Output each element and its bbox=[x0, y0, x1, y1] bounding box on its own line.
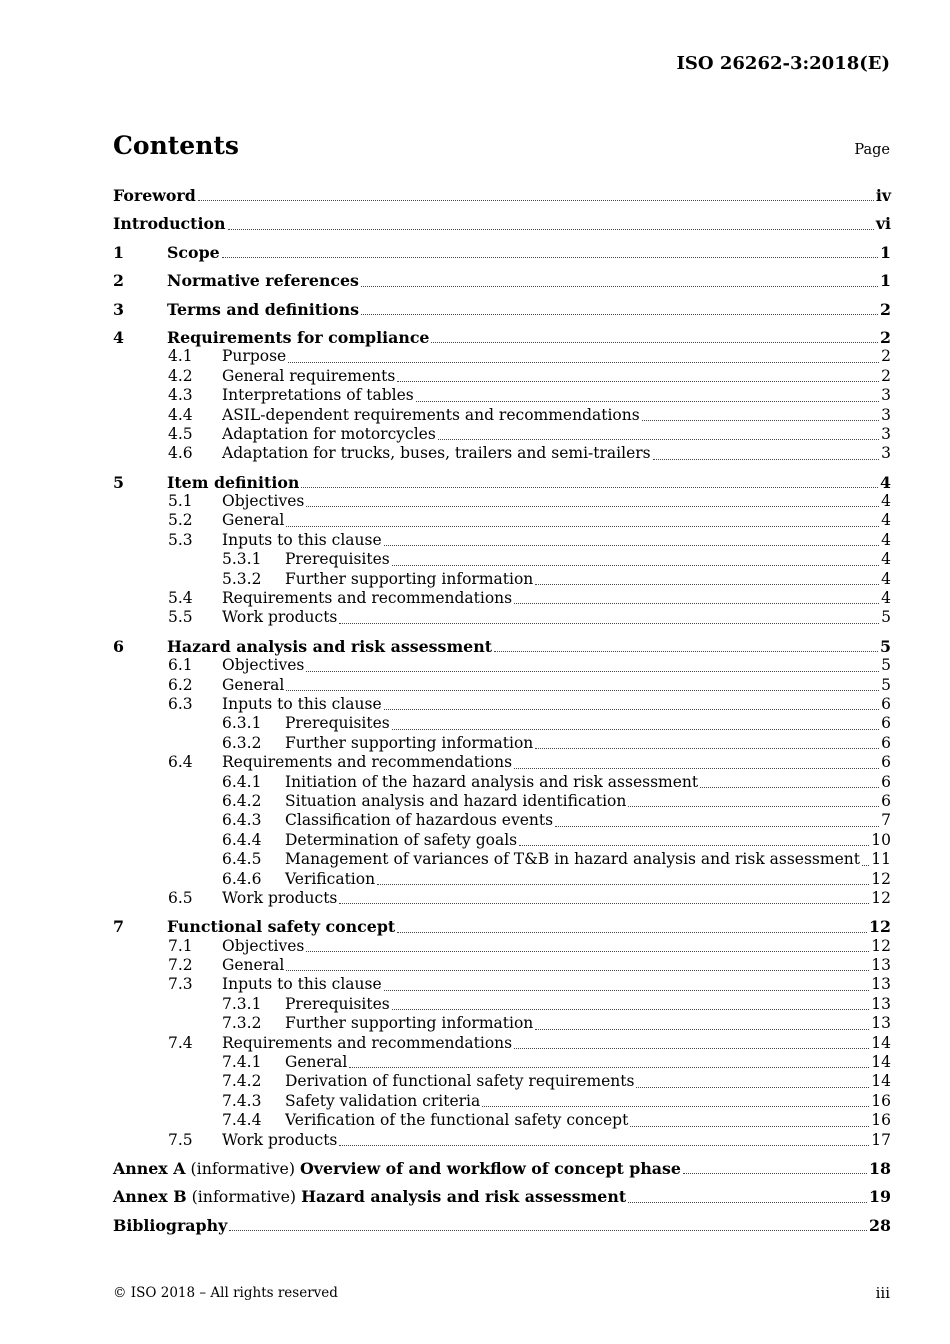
toc-entry-title: Adaptation for motorcycles bbox=[222, 424, 436, 443]
toc-entry-title: Foreword bbox=[113, 186, 196, 205]
toc-entry[interactable] bbox=[113, 300, 891, 319]
toc-entry-page: iv bbox=[875, 186, 891, 205]
toc-entry-title: Verification bbox=[285, 869, 376, 888]
toc-dot-leader bbox=[288, 350, 879, 363]
toc-dot-leader bbox=[286, 678, 879, 691]
toc-entry-title-wrap bbox=[113, 1111, 628, 1130]
toc-entry[interactable] bbox=[113, 1072, 891, 1091]
toc-dot-leader bbox=[431, 330, 878, 343]
toc-entry-title: Inputs to this clause bbox=[222, 975, 382, 994]
toc-entry-title-wrap bbox=[113, 608, 337, 627]
toc-dot-leader bbox=[514, 756, 879, 769]
toc-entry-title: Prerequisites bbox=[285, 994, 390, 1013]
toc-entry-page: 19 bbox=[869, 1187, 891, 1207]
toc-entry[interactable] bbox=[113, 214, 891, 233]
toc-entry-number: 7 bbox=[113, 917, 124, 937]
toc-entry[interactable] bbox=[113, 753, 891, 772]
toc-entry-title-wrap bbox=[113, 676, 284, 695]
toc-entry[interactable] bbox=[113, 531, 891, 550]
toc-entry-number: 5.3.1 bbox=[222, 550, 262, 569]
toc-entry-number: 7.5 bbox=[168, 1130, 193, 1149]
toc-entry-page: 6 bbox=[881, 753, 891, 772]
toc-entry-title-wrap bbox=[113, 444, 651, 463]
toc-entry[interactable] bbox=[113, 917, 891, 936]
toc-entry-title-wrap bbox=[113, 1187, 626, 1206]
toc-entry-title: Situation analysis and hazard identification bbox=[285, 791, 627, 810]
toc-dot-leader bbox=[339, 1133, 869, 1146]
toc-entry-page: 18 bbox=[869, 1158, 891, 1178]
toc-entry-page: 2 bbox=[880, 327, 891, 347]
toc-entry-number: 6.5 bbox=[168, 888, 193, 907]
toc-entry[interactable] bbox=[113, 243, 891, 262]
toc-entry[interactable] bbox=[113, 773, 891, 792]
toc-entry-title-wrap bbox=[113, 1092, 480, 1111]
toc-entry-number: 5.4 bbox=[168, 589, 193, 608]
toc-dot-leader bbox=[700, 775, 879, 788]
toc-entry-title-wrap bbox=[113, 1014, 533, 1033]
toc-entry-title: Interpretations of tables bbox=[222, 386, 414, 405]
toc-entry[interactable] bbox=[113, 676, 891, 695]
toc-entry-page: 5 bbox=[881, 608, 891, 627]
toc-entry-page: 3 bbox=[881, 444, 891, 463]
toc-dot-leader bbox=[683, 1161, 867, 1174]
toc-entry-number: 6.4 bbox=[168, 753, 193, 772]
toc-annex-type: (informative) bbox=[186, 1187, 302, 1207]
toc-dot-leader bbox=[384, 697, 879, 710]
toc-entry-title: General bbox=[222, 956, 285, 975]
toc-dot-leader bbox=[377, 872, 869, 885]
toc-entry[interactable] bbox=[113, 975, 891, 994]
toc-entry-title: General bbox=[222, 511, 285, 530]
toc-entry-title-wrap bbox=[113, 214, 226, 233]
toc-entry-page: 4 bbox=[881, 492, 891, 511]
toc-dot-leader bbox=[229, 1218, 867, 1231]
toc-dot-leader bbox=[198, 188, 874, 201]
page-column-label: Page bbox=[854, 142, 890, 158]
toc-dot-leader bbox=[397, 920, 867, 933]
toc-entry-title: Further supporting information bbox=[285, 733, 534, 752]
toc-entry-title-wrap bbox=[113, 831, 517, 850]
toc-dot-leader bbox=[339, 891, 869, 904]
toc-entry-title-wrap bbox=[113, 792, 626, 811]
toc-entry[interactable] bbox=[113, 492, 891, 511]
toc-entry-title-wrap bbox=[113, 695, 382, 714]
toc-entry-number: 7.3.1 bbox=[222, 994, 262, 1013]
toc-entry-number: 7.4.2 bbox=[222, 1072, 262, 1091]
toc-entry-page: 4 bbox=[881, 589, 891, 608]
toc-dot-leader bbox=[416, 389, 879, 402]
toc-entry-number: 6.4.2 bbox=[222, 791, 262, 810]
toc-entry-title: Scope bbox=[167, 242, 220, 262]
toc-entry-page: 10 bbox=[871, 830, 891, 849]
toc-entry-page: 14 bbox=[871, 1033, 891, 1052]
toc-dot-leader bbox=[636, 1075, 869, 1088]
toc-entry-title: Requirements for compliance bbox=[167, 327, 430, 347]
toc-entry-number: 3 bbox=[113, 299, 124, 319]
toc-entry-page: 3 bbox=[881, 424, 891, 443]
toc-entry[interactable] bbox=[113, 656, 891, 675]
toc-entry-number: 6.3.2 bbox=[222, 733, 262, 752]
toc-dot-leader bbox=[306, 494, 879, 507]
toc-entry-title-wrap bbox=[113, 1131, 337, 1150]
toc-entry-title: Further supporting information bbox=[285, 569, 534, 588]
toc-entry[interactable] bbox=[113, 811, 891, 830]
toc-entry-title: Hazard analysis and risk assessment bbox=[167, 636, 492, 656]
toc-entry-title: Item definition bbox=[167, 472, 300, 492]
toc-dot-leader bbox=[392, 717, 879, 730]
toc-entry-title: Bibliography bbox=[113, 1215, 228, 1235]
toc-entry-number: 4.6 bbox=[168, 444, 193, 463]
toc-entry-page: 11 bbox=[871, 850, 891, 869]
toc-entry-page: 14 bbox=[871, 1072, 891, 1091]
toc-annex-type: (informative) bbox=[185, 1158, 301, 1178]
toc-entry-page: 4 bbox=[881, 530, 891, 549]
toc-entry-page: 6 bbox=[881, 733, 891, 752]
toc-entry-title-wrap bbox=[113, 186, 196, 205]
toc-entry-number: 6.4.4 bbox=[222, 830, 262, 849]
toc-entry[interactable] bbox=[113, 406, 891, 425]
toc-entry[interactable] bbox=[113, 1216, 891, 1235]
toc-entry-title: Adaptation for trucks, buses, trailers and semi-trailers bbox=[222, 444, 651, 463]
toc-entry-title-wrap bbox=[113, 347, 286, 366]
toc-entry-number: 4.1 bbox=[168, 347, 193, 366]
toc-entry-page: 16 bbox=[871, 1111, 891, 1130]
toc-entry-number: 7.3.2 bbox=[222, 1014, 262, 1033]
toc-entry-page: 4 bbox=[881, 550, 891, 569]
toc-entry[interactable] bbox=[113, 956, 891, 975]
toc-dot-leader bbox=[361, 302, 878, 315]
toc-entry-title: Work products bbox=[222, 888, 338, 907]
toc-entry[interactable] bbox=[113, 570, 891, 589]
toc-entry[interactable] bbox=[113, 511, 891, 530]
toc-entry-number: 6.4.1 bbox=[222, 772, 262, 791]
toc-entry-title: Normative references bbox=[167, 271, 359, 291]
toc-dot-leader bbox=[862, 853, 869, 866]
toc-entry[interactable] bbox=[113, 1034, 891, 1053]
toc-entry[interactable] bbox=[113, 1187, 891, 1206]
contents-title: Contents bbox=[113, 131, 240, 160]
toc-entry[interactable] bbox=[113, 608, 891, 627]
toc-entry-number: 7.4.4 bbox=[222, 1111, 262, 1130]
toc-entry-page: 14 bbox=[871, 1053, 891, 1072]
toc-entry-page: 2 bbox=[881, 347, 891, 366]
toc-dot-leader bbox=[535, 572, 879, 585]
toc-entry-title-wrap bbox=[113, 937, 304, 956]
toc-dot-leader bbox=[222, 245, 878, 258]
toc-entry[interactable] bbox=[113, 271, 891, 290]
toc-entry-number: 5.5 bbox=[168, 608, 193, 627]
toc-dot-leader bbox=[286, 958, 869, 971]
toc-entry-title-wrap bbox=[113, 425, 436, 444]
toc-entry-title-wrap bbox=[113, 656, 304, 675]
toc-entry[interactable] bbox=[113, 995, 891, 1014]
toc-entry[interactable] bbox=[113, 386, 891, 405]
toc-entry-title-wrap bbox=[113, 811, 553, 830]
toc-entry[interactable] bbox=[113, 444, 891, 463]
toc-dot-leader bbox=[384, 978, 870, 991]
toc-entry-number: 7.4.3 bbox=[222, 1091, 262, 1110]
toc-entry[interactable] bbox=[113, 889, 891, 908]
toc-entry-title: General bbox=[222, 675, 285, 694]
toc-entry-title: Functional safety concept bbox=[167, 917, 396, 937]
toc-entry-number: 5 bbox=[113, 472, 124, 492]
toc-entry-title: Objectives bbox=[222, 936, 305, 955]
toc-entry-number: 7.3 bbox=[168, 975, 193, 994]
toc-entry-title: Management of variances of T&B in hazard analysis and risk assessment bbox=[285, 850, 860, 869]
toc-entry[interactable] bbox=[113, 792, 891, 811]
toc-entry[interactable] bbox=[113, 1111, 891, 1130]
toc-entry-page: 1 bbox=[880, 242, 891, 262]
toc-entry[interactable] bbox=[113, 328, 891, 347]
toc-dot-leader bbox=[306, 939, 869, 952]
toc-entry-title-wrap bbox=[113, 300, 359, 319]
toc-entry-page: 1 bbox=[880, 271, 891, 291]
toc-entry[interactable] bbox=[113, 1014, 891, 1033]
toc-entry[interactable] bbox=[113, 734, 891, 753]
toc-dot-leader bbox=[642, 408, 879, 421]
toc-entry[interactable] bbox=[113, 367, 891, 386]
toc-entry-number: 7.4.1 bbox=[222, 1053, 262, 1072]
toc-entry-title-wrap bbox=[113, 473, 299, 492]
toc-entry-number: 7.2 bbox=[168, 956, 193, 975]
toc-entry[interactable] bbox=[113, 1092, 891, 1111]
toc-dot-leader bbox=[494, 639, 878, 652]
toc-entry-page: vi bbox=[875, 214, 891, 234]
toc-entry-number: 6.2 bbox=[168, 675, 193, 694]
toc-entry-title: Further supporting information bbox=[285, 1014, 534, 1033]
toc-entry-title-wrap bbox=[113, 1159, 681, 1178]
toc-entry-title: Objectives bbox=[222, 656, 305, 675]
toc-entry-title: Terms and definitions bbox=[167, 299, 359, 319]
toc-dot-leader bbox=[535, 736, 879, 749]
toc-entry-page: 16 bbox=[871, 1091, 891, 1110]
toc-entry-title: Overview of and workflow of concept phase bbox=[300, 1158, 681, 1178]
toc-entry-page: 4 bbox=[881, 569, 891, 588]
toc-entry-title-wrap bbox=[113, 734, 533, 753]
toc-entry-page: 12 bbox=[871, 888, 891, 907]
toc-entry[interactable] bbox=[113, 473, 891, 492]
toc-entry-number: 7.1 bbox=[168, 936, 193, 955]
toc-entry-title-wrap bbox=[113, 328, 429, 347]
toc-entry-title: Classification of hazardous events bbox=[285, 811, 554, 830]
toc-dot-leader bbox=[628, 794, 879, 807]
toc-dot-leader bbox=[301, 475, 878, 488]
toc-entry-title-wrap bbox=[113, 492, 304, 511]
toc-dot-leader bbox=[392, 553, 879, 566]
toc-dot-leader bbox=[514, 1036, 869, 1049]
toc-entry-page: 17 bbox=[871, 1130, 891, 1149]
toc-dot-leader bbox=[630, 1114, 869, 1127]
toc-entry-page: 12 bbox=[869, 917, 891, 937]
toc-dot-leader bbox=[482, 1094, 869, 1107]
toc-dot-leader bbox=[392, 997, 870, 1010]
toc-entry-title-wrap bbox=[113, 956, 284, 975]
toc-entry-title: Introduction bbox=[113, 214, 226, 234]
toc-entry-number: 1 bbox=[113, 242, 124, 262]
toc-entry[interactable] bbox=[113, 550, 891, 569]
toc-entry[interactable] bbox=[113, 850, 891, 869]
toc-entry-title-wrap bbox=[113, 511, 284, 530]
toc-entry-title: Verification of the functional safety concept bbox=[285, 1111, 629, 1130]
toc-entry-page: 7 bbox=[881, 811, 891, 830]
toc-dot-leader bbox=[653, 447, 880, 460]
toc-entry-page: 12 bbox=[871, 869, 891, 888]
toc-entry[interactable] bbox=[113, 1131, 891, 1150]
toc-entry-number: 5.3.2 bbox=[222, 569, 262, 588]
toc-entry-number: 6 bbox=[113, 636, 124, 656]
toc-dot-leader bbox=[306, 659, 879, 672]
toc-entry-page: 3 bbox=[881, 405, 891, 424]
toc-entry-title: Work products bbox=[222, 1130, 338, 1149]
toc-dot-leader bbox=[628, 1190, 867, 1203]
toc-dot-leader bbox=[339, 611, 879, 624]
footer-page-number: iii bbox=[875, 1284, 890, 1302]
toc-entry-title-wrap bbox=[113, 637, 492, 656]
toc-entry-title: General requirements bbox=[222, 366, 396, 385]
toc-dot-leader bbox=[349, 1055, 869, 1068]
toc-dot-leader bbox=[555, 814, 879, 827]
toc-entry-number: 6.4.6 bbox=[222, 869, 262, 888]
toc-entry[interactable] bbox=[113, 714, 891, 733]
toc-entry-page: 28 bbox=[869, 1215, 891, 1235]
toc-entry-page: 13 bbox=[871, 956, 891, 975]
toc-dot-leader bbox=[361, 274, 878, 287]
document-code: ISO 26262-3:2018(E) bbox=[676, 53, 890, 74]
toc-dot-leader bbox=[397, 369, 879, 382]
toc-entry-title-wrap bbox=[113, 386, 414, 405]
toc-entry-page: 2 bbox=[880, 299, 891, 319]
toc-entry[interactable] bbox=[113, 186, 891, 205]
toc-entry-page: 5 bbox=[880, 636, 891, 656]
toc-entry-title-wrap bbox=[113, 271, 359, 290]
toc-entry-number: 6.1 bbox=[168, 656, 193, 675]
toc-entry-title: Safety validation criteria bbox=[285, 1091, 481, 1110]
toc-entry-page: 5 bbox=[881, 656, 891, 675]
toc-entry-number: 6.4.3 bbox=[222, 811, 262, 830]
toc-entry-page: 13 bbox=[871, 1014, 891, 1033]
toc-entry-title-wrap bbox=[113, 975, 382, 994]
toc-entry-title: Requirements and recommendations bbox=[222, 753, 513, 772]
toc-entry-page: 3 bbox=[881, 386, 891, 405]
toc-entry-number: 7.4 bbox=[168, 1033, 193, 1052]
toc-entry-title: Prerequisites bbox=[285, 714, 390, 733]
toc-entry-title: General bbox=[285, 1053, 348, 1072]
toc-entry-title: Inputs to this clause bbox=[222, 694, 382, 713]
toc-entry-number: 2 bbox=[113, 271, 124, 291]
toc-entry-title-wrap bbox=[113, 917, 395, 936]
toc-entry-title: ASIL-dependent requirements and recommendations bbox=[222, 405, 640, 424]
toc-entry-page: 13 bbox=[871, 994, 891, 1013]
toc-entry-number: 4.4 bbox=[168, 405, 193, 424]
toc-entry-title: Requirements and recommendations bbox=[222, 1033, 513, 1052]
toc-dot-leader bbox=[228, 217, 874, 230]
toc-entry-page: 5 bbox=[881, 675, 891, 694]
toc-entry-number: 4.2 bbox=[168, 366, 193, 385]
toc-entry-number: 6.3 bbox=[168, 694, 193, 713]
toc-entry-title-wrap bbox=[113, 367, 395, 386]
toc-entry[interactable] bbox=[113, 695, 891, 714]
toc-entry-number: 4 bbox=[113, 327, 124, 347]
toc-entry-page: 4 bbox=[880, 472, 891, 492]
toc-entry[interactable] bbox=[113, 637, 891, 656]
toc-dot-leader bbox=[519, 833, 869, 846]
toc-dot-leader bbox=[384, 533, 879, 546]
toc-entry[interactable] bbox=[113, 937, 891, 956]
toc-entry-title-wrap bbox=[113, 243, 220, 262]
toc-dot-leader bbox=[514, 591, 879, 604]
toc-entry-title-wrap bbox=[113, 1216, 227, 1235]
toc-entry-title: Hazard analysis and risk assessment bbox=[301, 1187, 627, 1207]
toc-entry[interactable] bbox=[113, 1159, 891, 1178]
toc-entry-page: 2 bbox=[881, 366, 891, 385]
toc-entry[interactable] bbox=[113, 425, 891, 444]
toc-dot-leader bbox=[535, 1017, 869, 1030]
toc-entry-page: 6 bbox=[881, 772, 891, 791]
toc-entry-title: Work products bbox=[222, 608, 338, 627]
toc-annex-label: Annex B bbox=[113, 1187, 187, 1207]
toc-dot-leader bbox=[438, 427, 879, 440]
toc-entry-page: 4 bbox=[881, 511, 891, 530]
toc-entry[interactable] bbox=[113, 1053, 891, 1072]
toc-entry-title: Prerequisites bbox=[285, 550, 390, 569]
toc-entry-title-wrap bbox=[113, 1072, 634, 1091]
toc-entry-number: 4.5 bbox=[168, 424, 193, 443]
toc-entry-title: Purpose bbox=[222, 347, 287, 366]
toc-dot-leader bbox=[286, 514, 879, 527]
toc-entry[interactable] bbox=[113, 831, 891, 850]
toc-entry-number: 6.3.1 bbox=[222, 714, 262, 733]
toc-entry-title: Initiation of the hazard analysis and risk assessment bbox=[285, 772, 699, 791]
toc-entry-page: 6 bbox=[881, 791, 891, 810]
toc-entry-title-wrap bbox=[113, 570, 533, 589]
footer-copyright: © ISO 2018 – All rights reserved bbox=[113, 1285, 338, 1301]
toc-entry-title: Determination of safety goals bbox=[285, 830, 518, 849]
toc-entry-title: Objectives bbox=[222, 492, 305, 511]
toc-entry-number: 6.4.5 bbox=[222, 850, 262, 869]
toc-entry-title: Requirements and recommendations bbox=[222, 589, 513, 608]
toc-entry[interactable] bbox=[113, 870, 891, 889]
toc-entry-page: 12 bbox=[871, 936, 891, 955]
toc-entry-page: 6 bbox=[881, 714, 891, 733]
toc-entry-page: 6 bbox=[881, 694, 891, 713]
toc-entry-number: 4.3 bbox=[168, 386, 193, 405]
toc-entry-title-wrap bbox=[113, 889, 337, 908]
toc-entry-number: 5.1 bbox=[168, 492, 193, 511]
toc-entry-title-wrap bbox=[113, 531, 382, 550]
table-of-contents bbox=[113, 186, 891, 1235]
toc-entry-title: Derivation of functional safety requirements bbox=[285, 1072, 635, 1091]
toc-entry-page: 13 bbox=[871, 975, 891, 994]
toc-entry-title-wrap bbox=[113, 773, 698, 792]
toc-entry[interactable] bbox=[113, 347, 891, 366]
toc-entry-number: 5.2 bbox=[168, 511, 193, 530]
toc-annex-label: Annex A bbox=[113, 1158, 186, 1178]
toc-entry-number: 5.3 bbox=[168, 530, 193, 549]
toc-entry-title: Inputs to this clause bbox=[222, 530, 382, 549]
toc-entry[interactable] bbox=[113, 589, 891, 608]
